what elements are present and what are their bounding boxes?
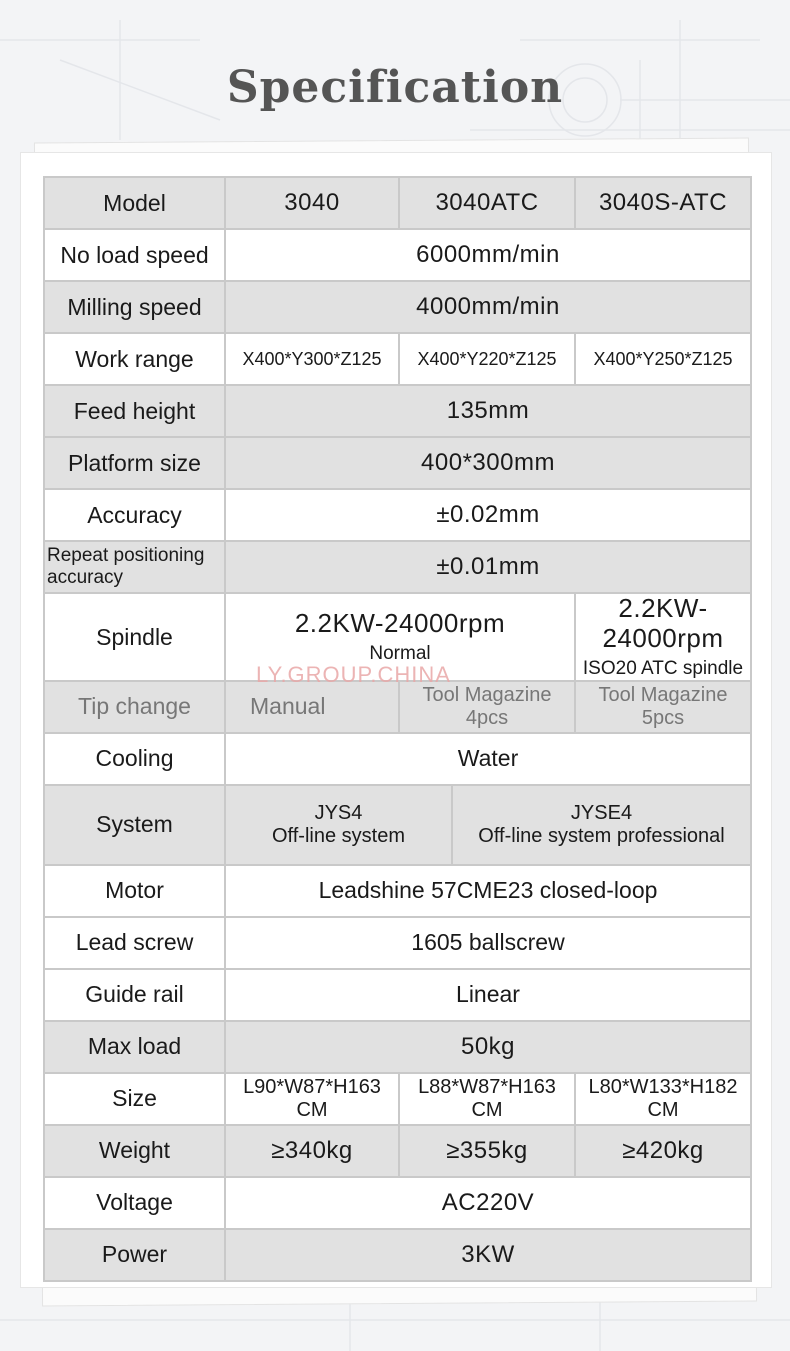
feed-height-value: 135mm <box>225 385 751 437</box>
accuracy-value: ±0.02mm <box>225 489 751 541</box>
no-load-speed-label: No load speed <box>44 229 225 281</box>
row-model <box>44 177 751 229</box>
size-value-1-line2: CM <box>296 1098 328 1121</box>
guide-rail-value: Linear <box>225 969 751 1021</box>
model-value-3: 3040S-ATC <box>575 177 751 229</box>
motor-label: Motor <box>44 865 225 917</box>
system-b-line1: JYSE4 <box>570 801 633 824</box>
tip-change-value-3-line1: Tool Magazine <box>598 683 728 706</box>
row-cooling <box>44 733 751 785</box>
spindle-option-b <box>575 593 751 681</box>
size-value-3-line1: L80*W133*H182 <box>588 1075 738 1098</box>
milling-speed-label: Milling speed <box>44 281 225 333</box>
size-label: Size <box>44 1073 225 1125</box>
size-value-2-line2: CM <box>471 1098 503 1121</box>
tip-change-label: Tip change <box>44 681 225 733</box>
size-value-3-line2: CM <box>647 1098 679 1121</box>
work-range-label: Work range <box>44 333 225 385</box>
model-label: Model <box>44 177 225 229</box>
accuracy-label: Accuracy <box>44 489 225 541</box>
system-b-line2: Off-line system professional <box>478 824 725 847</box>
row-lead-screw <box>44 917 751 969</box>
repeat-positioning-label-line1: Repeat positioning <box>47 545 205 567</box>
work-range-value-2: X400*Y220*Z125 <box>399 333 575 385</box>
system-option-b <box>453 786 750 864</box>
size-value-3 <box>575 1073 751 1125</box>
row-work-range <box>44 333 751 385</box>
size-value-1-line1: L90*W87*H163 <box>243 1075 381 1098</box>
size-value-2-line1: L88*W87*H163 <box>418 1075 556 1098</box>
row-platform-size <box>44 437 751 489</box>
row-feed-height <box>44 385 751 437</box>
system-option-a <box>226 786 453 864</box>
tip-change-value-2-line1: Tool Magazine <box>422 683 552 706</box>
lead-screw-label: Lead screw <box>44 917 225 969</box>
system-values <box>225 785 751 865</box>
spindle-a-sub: Normal <box>369 642 431 664</box>
tip-change-value-1 <box>225 681 399 733</box>
system-a-line1: JYS4 <box>314 801 363 824</box>
cooling-value: Water <box>225 733 751 785</box>
tip-change-value-3-line2: 5pcs <box>641 706 685 729</box>
system-a-line2: Off-line system <box>272 824 405 847</box>
weight-value-2: ≥355kg <box>399 1125 575 1177</box>
row-guide-rail <box>44 969 751 1021</box>
model-value-1: 3040 <box>225 177 399 229</box>
specification-table <box>43 176 752 1282</box>
weight-value-1: ≥340kg <box>225 1125 399 1177</box>
row-spindle <box>44 593 751 681</box>
system-label: System <box>44 785 225 865</box>
row-size <box>44 1073 751 1125</box>
spindle-a-main: 2.2KW-24000rpm <box>294 607 506 638</box>
voltage-value: AC220V <box>225 1177 751 1229</box>
feed-height-label: Feed height <box>44 385 225 437</box>
repeat-positioning-value: ±0.01mm <box>225 541 751 593</box>
row-weight <box>44 1125 751 1177</box>
work-range-value-1: X400*Y300*Z125 <box>225 333 399 385</box>
cooling-label: Cooling <box>44 733 225 785</box>
spindle-b-sub: ISO20 ATC spindle <box>582 657 744 679</box>
tip-change-value-3 <box>575 681 751 733</box>
repeat-positioning-label-line2: accuracy <box>47 567 124 588</box>
row-motor <box>44 865 751 917</box>
tip-change-value-2 <box>399 681 575 733</box>
row-system <box>44 785 751 865</box>
page-title: Specification <box>226 62 564 113</box>
guide-rail-label: Guide rail <box>44 969 225 1021</box>
platform-size-label: Platform size <box>44 437 225 489</box>
voltage-label: Voltage <box>44 1177 225 1229</box>
platform-size-value: 400*300mm <box>225 437 751 489</box>
spindle-label: Spindle <box>44 593 225 681</box>
row-voltage <box>44 1177 751 1229</box>
max-load-label: Max load <box>44 1021 225 1073</box>
model-value-2: 3040ATC <box>399 177 575 229</box>
row-milling-speed <box>44 281 751 333</box>
weight-value-3: ≥420kg <box>575 1125 751 1177</box>
motor-value: Leadshine 57CME23 closed-loop <box>225 865 751 917</box>
weight-label: Weight <box>44 1125 225 1177</box>
power-label: Power <box>44 1229 225 1281</box>
row-accuracy <box>44 489 751 541</box>
row-power <box>44 1229 751 1281</box>
spindle-option-a <box>225 593 575 681</box>
lead-screw-value: 1605 ballscrew <box>225 917 751 969</box>
size-value-1 <box>225 1073 399 1125</box>
no-load-speed-value: 6000mm/min <box>225 229 751 281</box>
spindle-b-main: 2.2KW-24000rpm <box>602 593 724 653</box>
watermark-text: LY.GROUP.CHINA <box>256 662 451 687</box>
work-range-value-3: X400*Y250*Z125 <box>575 333 751 385</box>
row-no-load-speed <box>44 229 751 281</box>
row-max-load <box>44 1021 751 1073</box>
max-load-value: 50kg <box>225 1021 751 1073</box>
repeat-positioning-label <box>44 541 225 593</box>
size-value-2 <box>399 1073 575 1125</box>
tip-change-value-1-line1: Manual <box>250 693 326 720</box>
row-tip-change <box>44 681 751 733</box>
row-repeat-positioning <box>44 541 751 593</box>
tip-change-value-2-line2: 4pcs <box>465 706 509 729</box>
milling-speed-value: 4000mm/min <box>225 281 751 333</box>
power-value: 3KW <box>225 1229 751 1281</box>
